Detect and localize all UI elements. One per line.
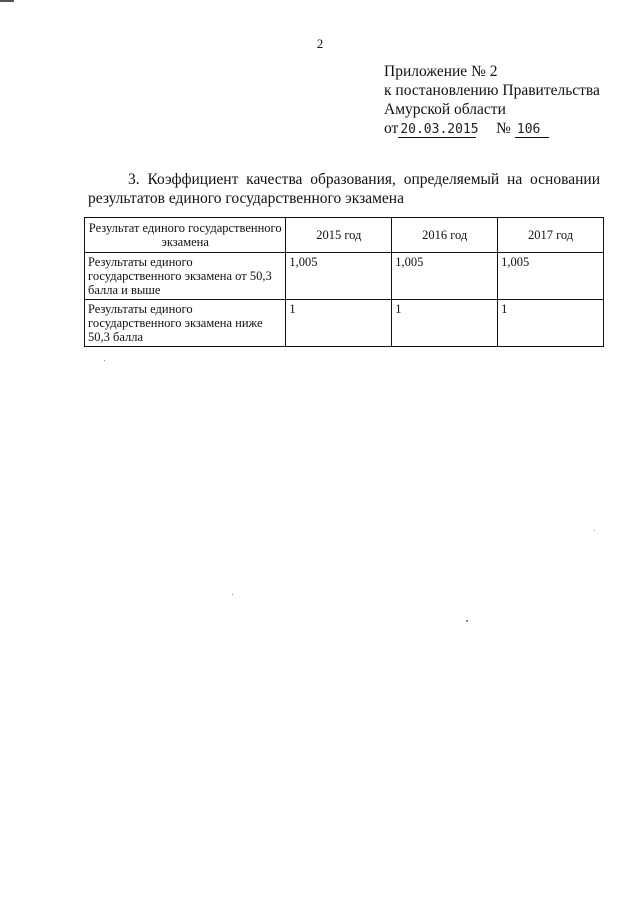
cell-2016: 1	[392, 300, 498, 347]
table-row	[85, 300, 604, 347]
coefficient-table	[84, 217, 604, 347]
number-prefix: №	[496, 120, 511, 137]
appendix-title: Приложение № 2	[384, 63, 498, 80]
header-result: Результат единого государственного экзамена	[85, 218, 286, 253]
scan-artifact	[0, 0, 14, 2]
appendix-region: Амурской области	[384, 101, 506, 118]
decree-date: 20.03.2015	[400, 122, 479, 137]
cell-2015: 1,005	[286, 253, 392, 300]
appendix-date-line	[384, 119, 624, 138]
cell-2016: 1,005	[392, 253, 498, 300]
table-header-row	[85, 218, 604, 253]
cell-2017: 1	[498, 300, 604, 347]
page-number: 2	[316, 36, 324, 51]
cell-2017: 1,005	[498, 253, 604, 300]
header-2015: 2015 год	[286, 218, 392, 253]
decree-number: 106	[515, 122, 549, 138]
row-label: Результаты единого государственного экзамена от 50,3 балла и выше	[85, 253, 286, 300]
scan-speck	[232, 594, 233, 595]
header-2017: 2017 год	[498, 218, 604, 253]
scan-speck	[594, 530, 595, 531]
row-label: Результаты единого государственного экзамена ниже 50,3 балла	[85, 300, 286, 347]
section-heading: 3. Коэффициент качества образования, определяемый на основании результатов единого государственного экзамена	[88, 171, 600, 207]
date-prefix: от	[384, 120, 399, 137]
scan-speck	[104, 360, 105, 361]
appendix-block	[384, 62, 624, 138]
table-row	[85, 253, 604, 300]
scan-speck	[466, 620, 468, 622]
header-2016: 2016 год	[392, 218, 498, 253]
cell-2015: 1	[286, 300, 392, 347]
appendix-reference: к постановлению Правительства	[384, 82, 600, 99]
